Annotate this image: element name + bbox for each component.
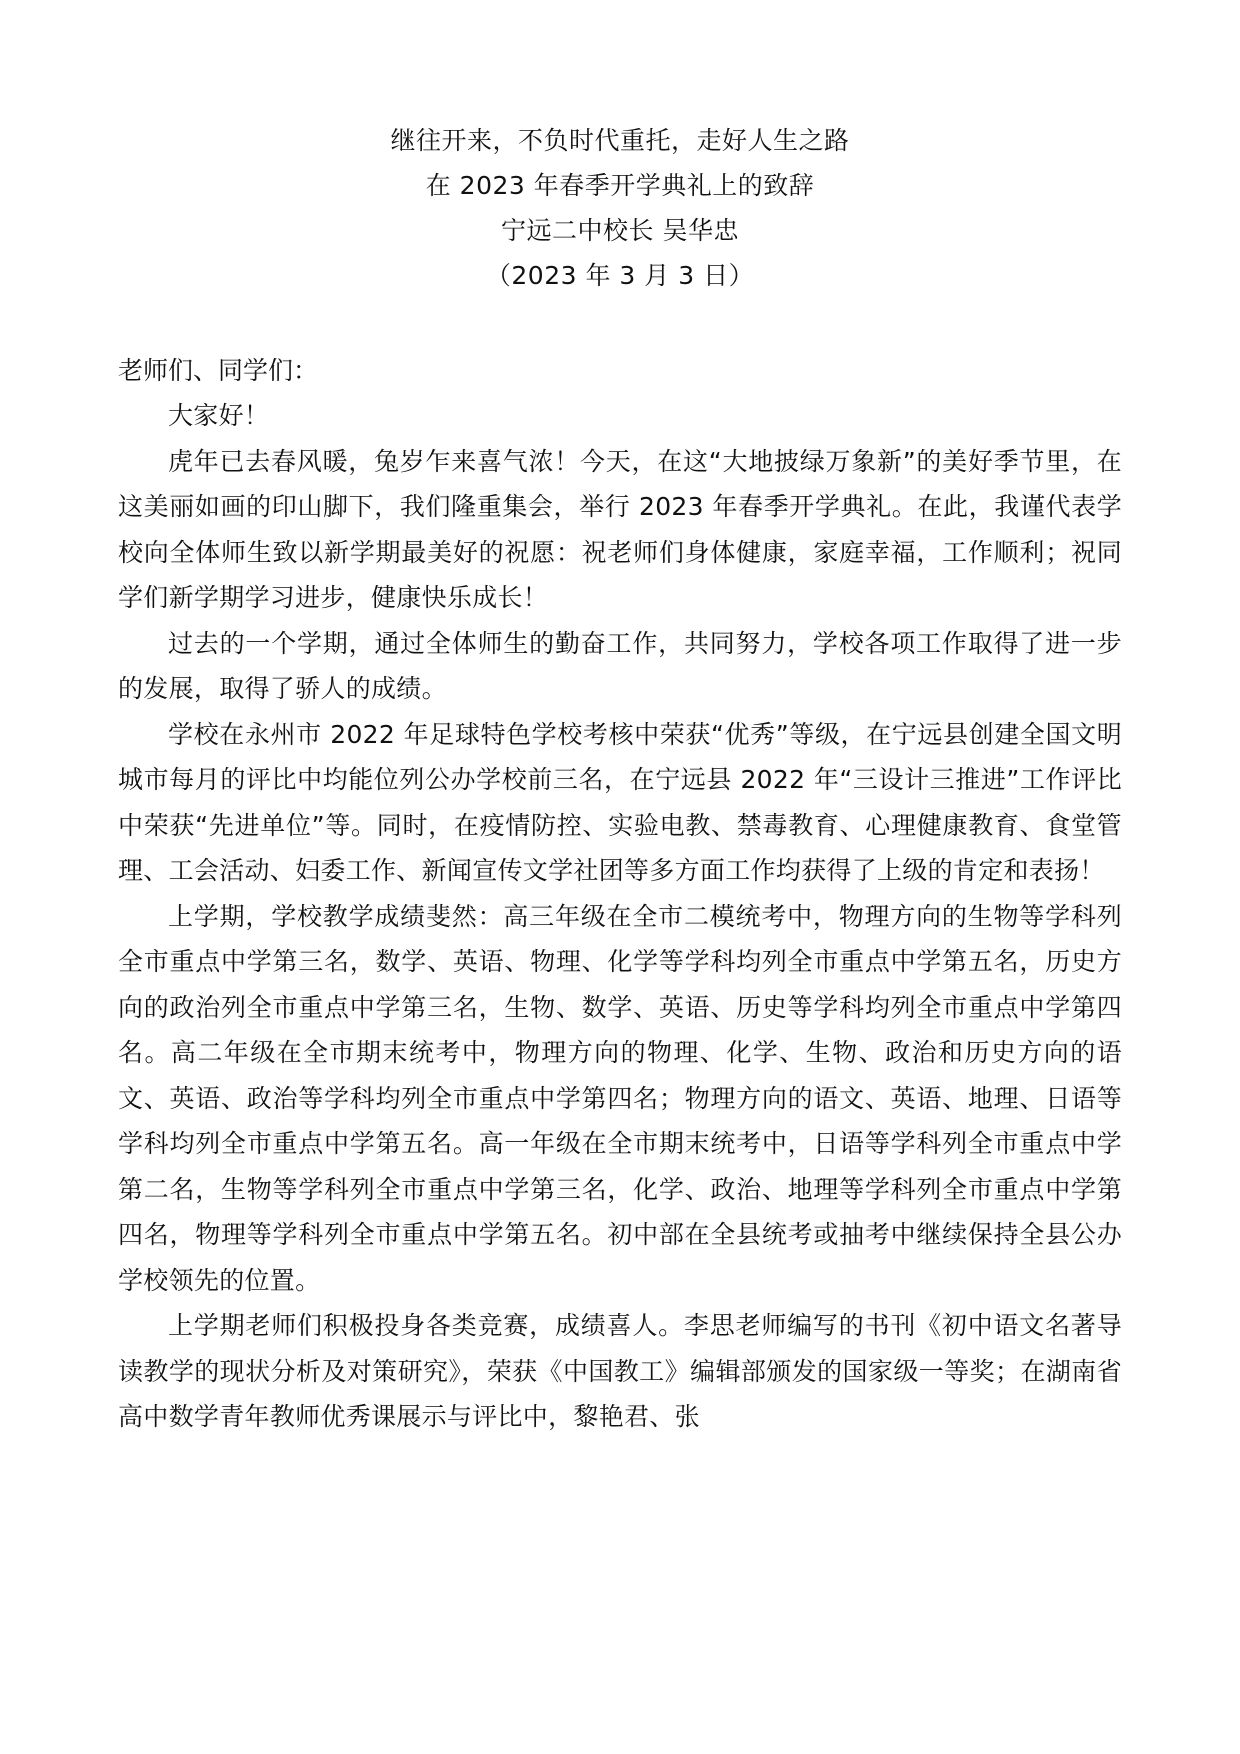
paragraph: 学校在永州市 2022 年足球特色学校考核中荣获“优秀”等级，在宁远县创建全国文明城市每月的评比中均能位列公办学校前三名，在宁远县 2022 年“三设计三推进”工作评比中荣获“先进单位”等。同时，在疫情防控、实验电教、禁毒教育、心理健康教育、食堂管理、工会活动、妇委工作、新闻宣传文学社团等多方面工作均获得了上级的肯定和表扬！: [118, 719, 1122, 885]
speaker-line: 宁远二中校长 吴华忠: [501, 216, 739, 245]
document-page: [118, 118, 1122, 1440]
paragraph: 虎年已去春风暖，兔岁乍来喜气浓！今天，在这“大地披绿万象新”的美好季节里，在这美丽如画的印山脚下，我们隆重集会，举行 2023 年春季开学典礼。在此，我谨代表学校向全体师生致以新学期最美好的祝愿：祝老师们身体健康，家庭幸福，工作顺利；祝同学们新学期学习进步，健康快乐成长！: [118, 446, 1122, 612]
speech-date: （2023 年 3 月 3 日）: [485, 261, 755, 290]
paragraph: 过去的一个学期，通过全体师生的勤奋工作，共同努力，学校各项工作取得了进一步的发展，取得了骄人的成绩。: [118, 628, 1122, 703]
paragraph: 上学期，学校教学成绩斐然：高三年级在全市二模统考中，物理方向的生物等学科列全市重点中学第三名，数学、英语、物理、化学等学科均列全市重点中学第五名，历史方向的政治列全市重点中学第三名，生物、数学、英语、历史等学科均列全市重点中学第四名。高二年级在全市期末统考中，物理方向的物理、化学、生物、政治和历史方向的语文、英语、政治等学科均列全市重点中学第四名；物理方向的语文、英语、地理、日语等学科均列全市重点中学第五名。高一年级在全市期末统考中，日语等学科列全市重点中学第二名，生物等学科列全市重点中学第三名，化学、政治、地理等学科列全市重点中学第四名，物理等学科列全市重点中学第五名。初中部在全县统考或抽考中继续保持全县公办学校领先的位置。: [118, 901, 1122, 1295]
title-block: [118, 118, 1122, 298]
speech-subtitle: 在 2023 年春季开学典礼上的致辞: [425, 171, 815, 200]
paragraph: 上学期老师们积极投身各类竞赛，成绩喜人。李思老师编写的书刊《初中语文名著导读教学的现状分析及对策研究》，荣获《中国教工》编辑部颁发的国家级一等奖；在湖南省高中数学青年教师优秀课展示与评比中，黎艳君、张: [118, 1311, 1122, 1431]
salutation: 老师们、同学们：: [118, 356, 319, 385]
paragraph: 大家好！: [168, 401, 270, 430]
speech-title: 继往开来，不负时代重托，走好人生之路: [390, 126, 850, 155]
